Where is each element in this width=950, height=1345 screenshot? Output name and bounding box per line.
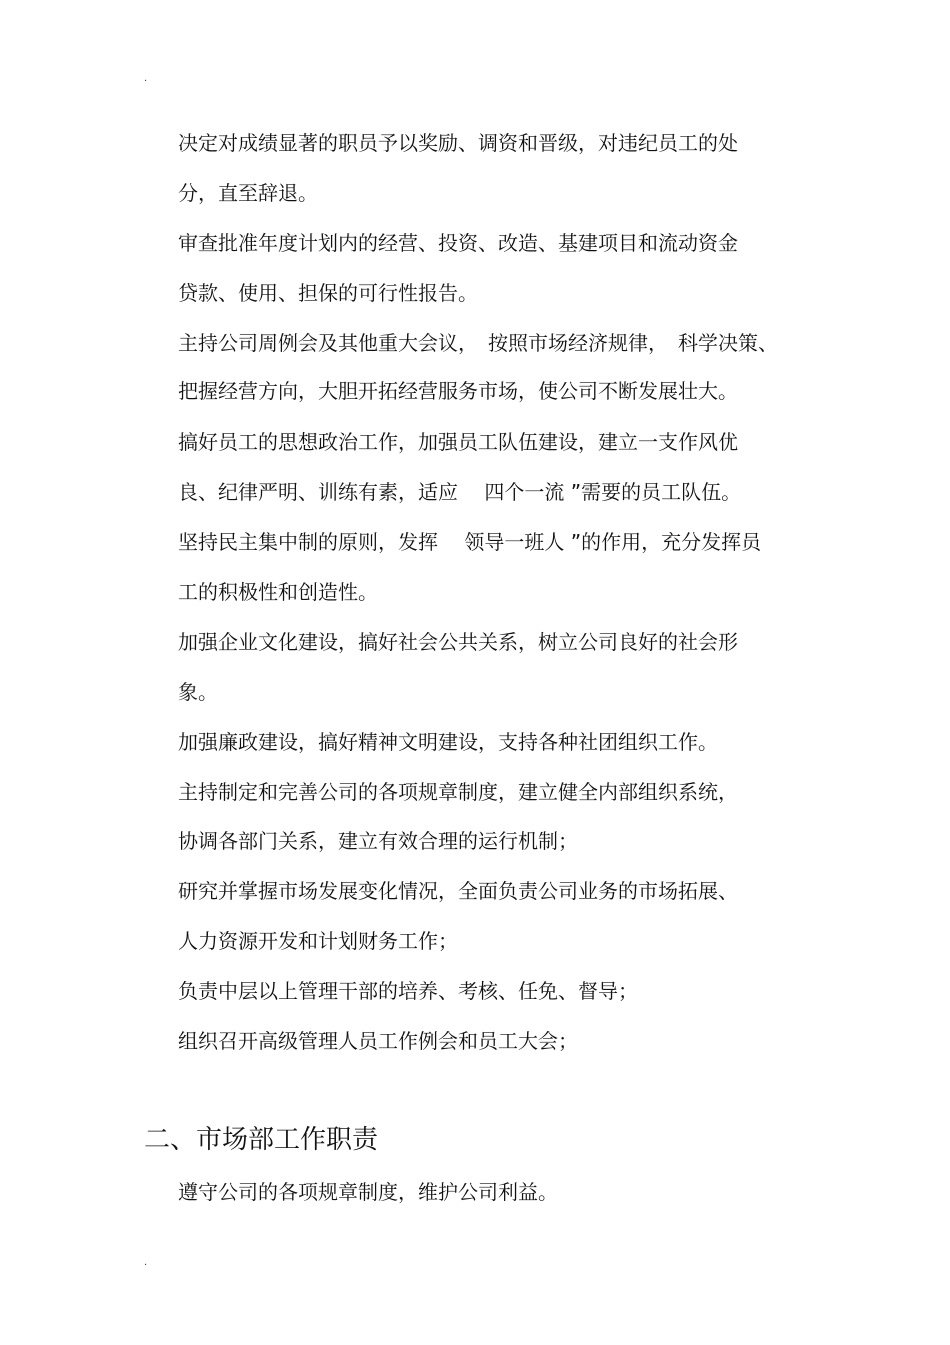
body-line: 审查批准年度计划内的经营、投资、改造、基建项目和流动资金: [178, 231, 738, 255]
body-line: 人力资源开发和计划财务工作；: [178, 929, 458, 953]
body-line: 研究并掌握市场发展变化情况，全面负责公司业务的市场拓展、: [178, 879, 738, 903]
page-top-marker: .: [144, 73, 148, 84]
body-line: 加强企业文化建设，搞好社会公共关系，树立公司良好的社会形: [178, 630, 738, 654]
page-bottom-marker: .: [144, 1257, 148, 1268]
body-line: 分，直至辞退。: [178, 181, 318, 205]
section-heading: 二、市场部工作职责: [144, 1125, 379, 1155]
body-line: 组织召开高级管理人员工作例会和员工大会；: [178, 1029, 578, 1053]
body-line: 工的积极性和创造性。: [178, 580, 378, 604]
body-line: 象。: [178, 680, 218, 704]
body-line: 搞好员工的思想政治工作，加强员工队伍建设，建立一支作风优: [178, 430, 738, 454]
body-line: 主持制定和完善公司的各项规章制度，建立健全内部组织系统，: [178, 780, 738, 804]
body-line: 坚持民主集中制的原则，发挥 领导一班人 ”的作用，充分发挥员: [178, 530, 762, 554]
body-line: 主持公司周例会及其他重大会议， 按照市场经济规律， 科学决策、: [178, 331, 778, 355]
body-line: 良、纪律严明、训练有素，适应 四个一流 ”需要的员工队伍。: [178, 480, 742, 504]
body-line: 决定对成绩显著的职员予以奖励、调资和晋级，对违纪员工的处: [178, 131, 738, 155]
body-line: 协调各部门关系，建立有效合理的运行机制；: [178, 829, 578, 853]
body-line: 负责中层以上管理干部的培养、考核、任免、督导；: [178, 979, 638, 1003]
section-body-line: 遵守公司的各项规章制度，维护公司利益。: [178, 1180, 558, 1204]
body-line: 加强廉政建设，搞好精神文明建设，支持各种社团组织工作。: [178, 730, 718, 754]
body-line: 贷款、使用、担保的可行性报告。: [178, 281, 478, 305]
body-line: 把握经营方向，大胆开拓经营服务市场，使公司不断发展壮大。: [178, 379, 738, 403]
